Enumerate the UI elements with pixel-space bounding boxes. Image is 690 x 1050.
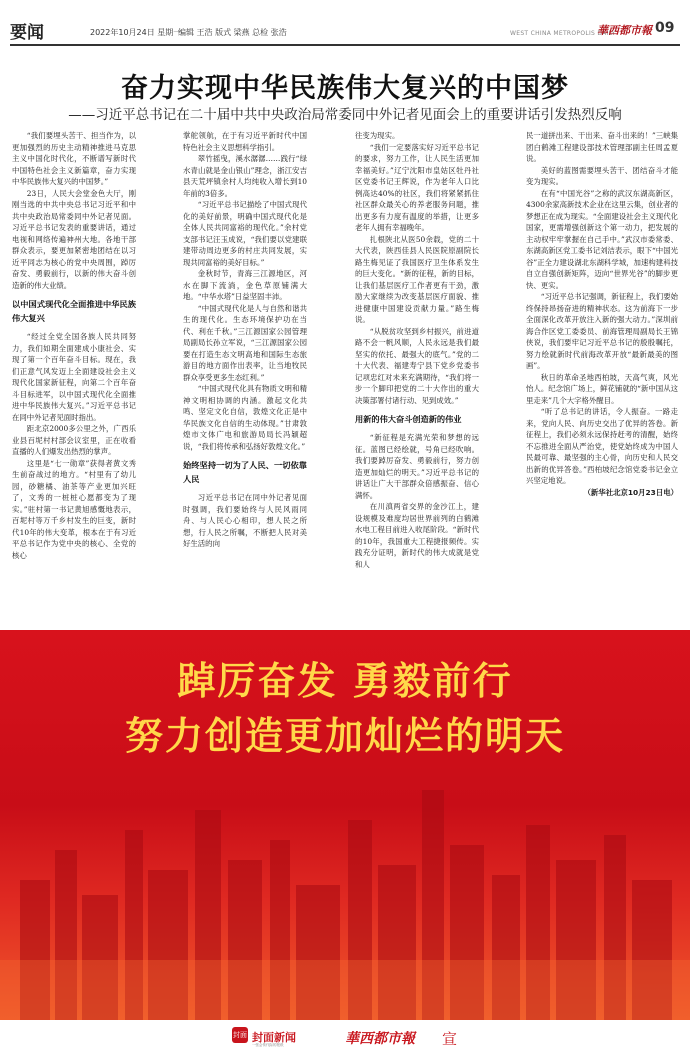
- paragraph: “习近平总书记强调，新征程上，我们要始终保持昂扬奋进的精神状态。这为前海下一步全面深化改革开放注入新的强大动力。”深圳前海合作区党工委委员、前海管理局副局长王锦侠说，我们要牢记习近平总书记的殷殷嘱托，努力绘就新时代前海改革开放“最新最美的图画”。: [526, 292, 678, 370]
- paragraph: “习近平总书记描绘了中国式现代化的美好前景，明确中国式现代化是全体人民共同富裕的现代化。”余村党支部书记汪玉成说，“我们要以党建联建带动周边更多的村庄共同发展，实现共同富裕的美好目标。”: [183, 200, 307, 267]
- paragraph: 在川滇两省交界的金沙江上，建设规模及难度均居世界前列的白鹤滩水电工程目前进入收尾阶段。“新时代的10年，我国重大工程捷报频传。实践充分证明，新时代的伟大成就是党和人: [355, 502, 479, 569]
- issue-date: 2022年10月24日 星期一: [90, 28, 182, 37]
- paragraph: “中国式现代化具有物质文明和精神文明相协调的内涵。激起文化共鸣、坚定文化自信，敦煌文化正是中华民族文化自信的生动体现。”甘肃敦煌市文体广电和旅游局局长冯颖超说，“我们将传承和弘扬好敦煌文化。”: [183, 384, 307, 451]
- section-tag: 要闻: [10, 23, 44, 43]
- page-footer: [0, 1020, 690, 1050]
- west-china-daily-logo: 華西都市報: [345, 1031, 415, 1047]
- paragraph: “新征程是充满光荣和梦想的远征。蓝图已经绘就，号角已经吹响。我们要踔厉奋发、勇毅前行，努力创造更加灿烂的明天。”习近平总书记的讲话让广大干部群众倍感振奋、信心满怀。: [355, 433, 479, 500]
- paragraph: “我们一定要落实好习近平总书记的要求，努力工作，让人民生活更加幸福美好。”辽宁沈阳市皇姑区牡丹社区党委书记王辉说，作为老年人口比例高达40%的社区，我们将紧紧抓住社区群众最关心的养老服务问题，推出更多有力度有温度的举措，让更多老年人拥有幸福晚年。: [355, 142, 479, 232]
- paragraph: 距北京2000多公里之外，广西乐业县百坭村村部会议室里，正在收看直播的人们爆发出热烈的掌声。: [12, 424, 136, 456]
- section-subheading: 以中国式现代化全面推进中华民族伟大复兴: [12, 299, 136, 323]
- paragraph: 秋日的革命圣地西柏坡，天高气爽，风光怡人。纪念馆广场上，鲜花铺就的“新中国从这里走来”几个大字格外醒目。: [526, 372, 678, 405]
- cover-news-name: 封面新闻: [252, 1031, 296, 1044]
- promo-poster: [0, 630, 690, 1020]
- editor-credits: 编辑 王浩 版式 梁燕 总检 张浩: [178, 28, 287, 37]
- section-subheading: 始终坚持一切为了人民、一切依靠人民: [183, 460, 307, 484]
- news-agency-credit: （新华社北京10月23日电）: [583, 487, 678, 497]
- poster-slogan-line-1: 踔厉奋发 勇毅前行: [177, 658, 513, 703]
- subheadline: ——习近平总书记在二十届中共中央政治局常委同中外记者见面会上的重要讲话引发热烈反响: [68, 107, 622, 123]
- headline: 奋力实现中华民族伟大复兴的中国梦: [121, 73, 569, 104]
- paragraph: 往变为现实。: [355, 131, 400, 140]
- article-column-2: [183, 130, 307, 620]
- paragraph: “经过全党全国各族人民共同努力，我们如期全面建成小康社会、实现了第一个百年奋斗目标。现在，我们正意气风发迈上全面建设社会主义现代化国家新征程，向第二个百年奋斗目标进军，以中国式现代化全面推进中华民族伟大复兴。”习近平总书记在同中外记者见面时指出。: [12, 332, 136, 422]
- paragraph: 掌舵领航，在于有习近平新时代中国特色社会主义思想科学指引。: [183, 131, 307, 152]
- paragraph: 在有“中国光谷”之称的武汉东湖高新区，4300余家高新技术企业在这里云集，创业者的梦想正在成为现实。“全面建设社会主义现代化国家，更需增强创新这个第一动力，把发展的主动权牢牢掌握在自己手中。”武汉市委常委、东湖高新区党工委书记刘洁表示，眼下“中国光谷”正全力建设湖北东湖科学城，加速构建科技自立自强创新矩阵，迈向“世界光谷”的脚步更快、更实。: [526, 188, 678, 290]
- paragraph: 民一道拼出来、干出来、奋斗出来的！”三峡集团白鹤滩工程建设部技术管理部副主任周孟夏说。: [526, 131, 678, 163]
- paragraph: 扎根陕北从医50余载，党的二十大代表，陕西佳县人民医院原副院长路生梅见证了我国医疗卫生体系发生的巨大变化。“新的征程，新的目标，让我们基层医疗工作者更有干劲，激励大家继续为改变基层医疗面貌、推进健康中国建设贡献力量。”路生梅说。: [355, 234, 479, 324]
- paragraph: “我们要埋头苦干、担当作为，以更加强烈的历史主动精神推进马克思主义中国化时代化，不断谱写新时代中国特色社会主义新篇章，奋力实现中华民族伟大复兴的中国梦。”: [12, 131, 136, 186]
- paragraph: 美好的蓝图需要埋头苦干、团结奋斗才能变为现实。: [526, 165, 678, 186]
- paragraph: 翠竹摇曳，溪水潺潺……践行“绿水青山就是金山银山”理念，浙江安吉县天荒坪镇余村人均纯收入增长到10年前的3倍多。: [183, 154, 307, 198]
- paragraph: 金秋时节，青海三江源地区，河水在脚下流淌，金色草原铺满大地。“中华水塔”日益坚固丰沛。: [183, 269, 307, 301]
- publicity-mark: 宣: [442, 1030, 458, 1048]
- english-masthead: WEST CHINA METROPOLIS DAILY: [510, 30, 616, 37]
- paragraph: “听了总书记的讲话，令人振奋。一路走来，党向人民、向历史交出了优异的答卷。新征程上，我们必须永远保持赶考的清醒，始终不忘推进全面从严治党，使党始终成为中国人民最可靠、最坚强的主心骨，向历史和人民交出新的优异答卷。”西柏坡纪念馆党委书记金立兴坚定地说。: [526, 407, 678, 485]
- brand-logo: 華西都市報: [597, 24, 652, 37]
- section-subheading: 用新的伟大奋斗创造新的伟业: [355, 414, 462, 424]
- article-column-3: [355, 130, 479, 620]
- article-column-1: [12, 130, 136, 620]
- cover-news-logo-icon: 封面: [232, 1027, 248, 1043]
- paragraph: 这里是“七一勋章”获得者黄文秀生前奋战过的地方。“村里有了幼儿园，砂糖橘、油茶等产业更加兴旺了，文秀的一桩桩心愿都变为了现实。”驻村第一书记黄旭感慨地表示，百坭村等万千乡村发生的巨变，新时代10年的伟大变革，根本在于有习近平总书记作为党中央的核心、全党的核心: [12, 458, 136, 560]
- poster-slogan-line-2: 努力创造更加灿烂的明天: [124, 713, 565, 758]
- paragraph: “中国式现代化是人与自然和谐共生的现代化。生态环境保护功在当代、利在千秋。”三江源国家公园管理局副局长孙立军说，“三江源国家公园要在打造生态文明高地和国际生态旅游目的地方面作出表率，让当地牧民群众享受更多生态红利。”: [183, 303, 307, 382]
- paragraph: “从脱贫攻坚到乡村振兴，前进道路不会一帆风顺，人民永远是我们最坚实的依托、最强大的底气。”党的二十大代表、福建寿宁县下党乡党委书记项忠红对未来充满期待，“我们将一步一个脚印把党的二十大作出的重大决策部署付诸行动、见到成效。”: [355, 326, 479, 405]
- header-divider: [10, 44, 680, 46]
- paragraph: 23日，人民大会堂金色大厅，刚刚当选的中共中央总书记习近平和中共中央政治局常委同中外记者见面。习近平总书记发表的重要讲话，通过电视和网络传遍神州大地。各地干部群众表示，要更加紧密地团结在以习近平同志为核心的党中央周围，踔厉奋发、勇毅前行，以新的伟大奋斗创造新的伟大业绩。: [12, 188, 136, 290]
- page-number: 09: [655, 20, 675, 36]
- article-column-4: [526, 130, 678, 620]
- cover-news-tagline: 一张会传代际的报纸: [252, 1043, 284, 1047]
- page-header: [0, 0, 690, 46]
- paragraph: 习近平总书记在同中外记者见面时强调，我们要始终与人民风雨同舟、与人民心心相印，想人民之所想，行人民之所嘱，不断把人民对美好生活的向: [183, 493, 307, 548]
